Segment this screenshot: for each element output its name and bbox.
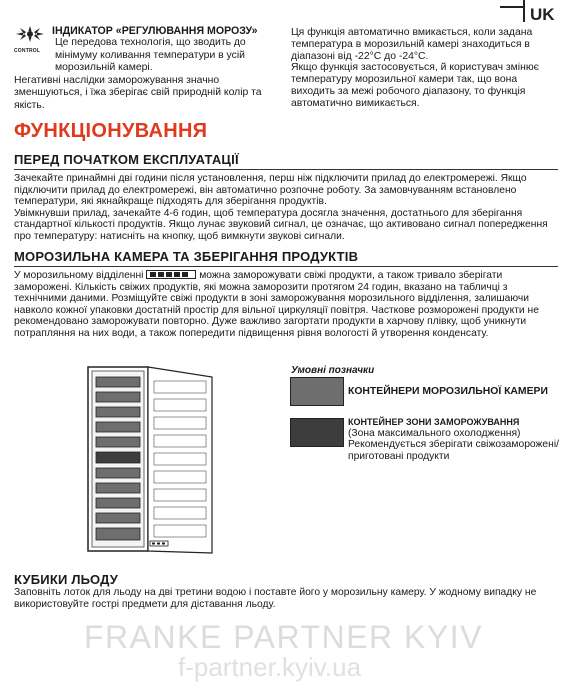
section-rule: [14, 266, 558, 267]
legend-title: Умовні позначки: [291, 365, 375, 376]
legend-item-freezer-containers: КОНТЕЙНЕРИ МОРОЗИЛЬНОЇ КАМЕРИ: [348, 386, 548, 397]
indicator-text-1: Це передова технологія, що зводить до мінімуму коливання температури в усій морозильній камері.: [55, 37, 246, 74]
language-tag: UK: [530, 5, 555, 24]
section-2-text: [14, 270, 560, 340]
header-tick: [523, 0, 525, 22]
indicator-text-2: Негативні наслідки заморожування значно зменшуються, і їжа зберігає свій природній колір та якість.: [14, 74, 262, 111]
indicator-right-column: [291, 27, 563, 110]
indicator-title: ІНДИКАТОР «РЕГУЛЮВАННЯ МОРОЗУ»: [52, 25, 258, 37]
right-text-2: Якщо функція застосовується, й користувач змінює температуру морозильної камери так, що вона виходить за межі робочого діапазону, то функція автоматично вимикається.: [291, 62, 539, 109]
legend-swatch-freezing-zone: [290, 418, 344, 447]
section-title-ice-cubes: КУБИКИ ЛЬОДУ: [14, 572, 119, 587]
freezer-compartment-icon: [146, 270, 196, 279]
watermark-line-1: FRANKE PARTNER KYIV: [84, 619, 483, 655]
section-2-text-before: У морозильному відділенні: [14, 270, 144, 281]
section-1-text-1: Зачекайте принаймні дві години після установлення, перш ніж підключити прилад до електромережі. Якщо підключити прилад до електромережі, він автоматично розпочне роботу. За замовчуванням встановлено температури, які якнайкраще підходять для зберігання продуктів.: [14, 173, 527, 208]
section-1-text-2: Увімкнувши прилад, зачекайте 4-6 годин, щоб температура досягла значення, достатнього для зберігання стандартної кількості продуктів. Якщо лунає звуковий сигнал, це означає, що активовано сигнал попередження про температуру: натисніть на кнопку, щоб вимкнути звукові сигнали.: [14, 207, 548, 242]
logo-label: CONTROL: [14, 48, 41, 54]
legend-item-freezing-zone: [348, 417, 563, 462]
right-text-1: Ця функція автоматично вмикається, коли задана температура в морозильній камері знаходиться в діапазоні від -22°C до -24°C.: [291, 27, 533, 62]
control-logo-icon: [14, 26, 46, 54]
section-2-text-after: можна заморожувати свіжі продукти, а також тривало зберігати заморожені. Кількість свіжих продуктів, які можна заморозити протягом 24 годин, вказано на табличці з технічними даними. Розміщуйте свіжі продукти в зоні заморожування морозильного відділення, залишаючи навколо кожної упаковки достатній простір для вільної циркуляції повітря. Часткове розморожені продукти не рекомендовано заморожувати повторно. Дуже важливо загортати продукти в харчову плівку, щоб уникнути потрапляння на них води, а також попередити підвищення рівня вологості й утворення конденсату.: [14, 270, 539, 339]
header-rule: [500, 6, 524, 8]
section-1-text: [14, 173, 560, 243]
legend-item-2-title: КОНТЕЙНЕР ЗОНИ ЗАМОРОЖУВАННЯ: [348, 417, 520, 427]
main-title: ФУНКЦІОНУВАННЯ: [14, 120, 208, 142]
section-title-freezer: МОРОЗИЛЬНА КАМЕРА ТА ЗБЕРІГАННЯ ПРОДУКТІВ: [14, 249, 359, 264]
freezer-illustration: [84, 365, 274, 560]
section-title-before-use: ПЕРЕД ПОЧАТКОМ ЕКСПЛУАТАЦІЇ: [14, 152, 239, 167]
watermark-line-2: f-partner.kyiv.ua: [178, 652, 362, 682]
legend-swatch-freezer-containers: [290, 377, 344, 406]
indicator-block: [14, 26, 276, 113]
section-rule: [14, 169, 558, 170]
legend-item-2-text: (Зона максимального охолодження) Рекомендується зберігати свіжозаморожені/приготовані продукти: [348, 428, 559, 462]
section-3-text: Заповніть лоток для льоду на дві третини водою і поставте його у морозильну камеру. У жодному випадку не використовуйте гострі предмети для діставання льоду.: [14, 587, 537, 610]
